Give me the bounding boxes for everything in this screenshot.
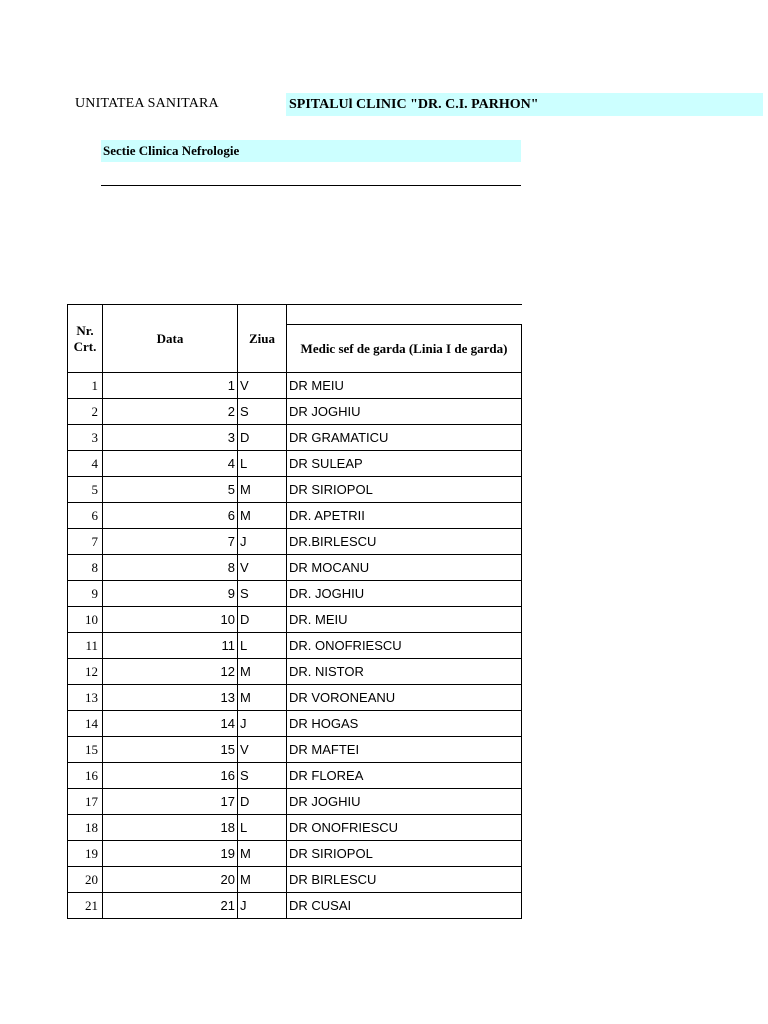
- row-day: D: [238, 789, 287, 815]
- row-date: 4: [103, 451, 238, 477]
- row-number: 17: [68, 789, 103, 815]
- row-doctor: DR. JOGHIU: [287, 581, 522, 607]
- duty-roster-table: [67, 304, 522, 919]
- row-doctor: DR GRAMATICU: [287, 425, 522, 451]
- row-doctor: DR JOGHIU: [287, 399, 522, 425]
- row-date: 6: [103, 503, 238, 529]
- row-day: S: [238, 763, 287, 789]
- row-number: 5: [68, 477, 103, 503]
- row-number: 13: [68, 685, 103, 711]
- row-date: 1: [103, 373, 238, 399]
- row-number: 21: [68, 893, 103, 919]
- row-date: 9: [103, 581, 238, 607]
- row-number: 8: [68, 555, 103, 581]
- row-day: S: [238, 581, 287, 607]
- row-day: M: [238, 477, 287, 503]
- row-day: M: [238, 867, 287, 893]
- row-date: 16: [103, 763, 238, 789]
- row-number: 14: [68, 711, 103, 737]
- hospital-name: SPITALUl CLINIC "DR. C.I. PARHON": [286, 93, 763, 116]
- row-day: D: [238, 425, 287, 451]
- row-date: 2: [103, 399, 238, 425]
- unit-label: UNITATEA SANITARA: [75, 96, 219, 111]
- table-row: [68, 841, 522, 867]
- table-row: [68, 659, 522, 685]
- table-row: [68, 451, 522, 477]
- row-day: M: [238, 659, 287, 685]
- table-row: [68, 581, 522, 607]
- header-medic: Medic sef de garda (Linia I de garda): [287, 325, 522, 373]
- row-number: 1: [68, 373, 103, 399]
- row-doctor: DR FLOREA: [287, 763, 522, 789]
- table-row: [68, 503, 522, 529]
- row-doctor: DR VORONEANU: [287, 685, 522, 711]
- row-number: 16: [68, 763, 103, 789]
- row-date: 14: [103, 711, 238, 737]
- table-row: [68, 893, 522, 919]
- table-row: [68, 633, 522, 659]
- row-date: 18: [103, 815, 238, 841]
- row-day: L: [238, 451, 287, 477]
- row-doctor: DR. MEIU: [287, 607, 522, 633]
- row-number: 2: [68, 399, 103, 425]
- row-doctor: DR. NISTOR: [287, 659, 522, 685]
- row-day: S: [238, 399, 287, 425]
- row-number: 7: [68, 529, 103, 555]
- row-date: 10: [103, 607, 238, 633]
- table-row: [68, 477, 522, 503]
- row-day: J: [238, 893, 287, 919]
- row-day: J: [238, 711, 287, 737]
- row-day: D: [238, 607, 287, 633]
- row-date: 13: [103, 685, 238, 711]
- row-date: 17: [103, 789, 238, 815]
- row-number: 12: [68, 659, 103, 685]
- row-number: 11: [68, 633, 103, 659]
- row-doctor: DR SIRIOPOL: [287, 477, 522, 503]
- row-date: 7: [103, 529, 238, 555]
- header-ziua: Ziua: [238, 305, 287, 373]
- row-number: 15: [68, 737, 103, 763]
- row-number: 3: [68, 425, 103, 451]
- row-number: 4: [68, 451, 103, 477]
- row-day: M: [238, 503, 287, 529]
- row-doctor: DR.BIRLESCU: [287, 529, 522, 555]
- table-row: [68, 789, 522, 815]
- table-row: [68, 425, 522, 451]
- table-row: [68, 685, 522, 711]
- row-number: 20: [68, 867, 103, 893]
- row-doctor: DR MOCANU: [287, 555, 522, 581]
- row-day: M: [238, 841, 287, 867]
- row-date: 5: [103, 477, 238, 503]
- row-day: L: [238, 815, 287, 841]
- table-row: [68, 607, 522, 633]
- row-doctor: DR ONOFRIESCU: [287, 815, 522, 841]
- table-row: [68, 815, 522, 841]
- row-doctor: DR JOGHIU: [287, 789, 522, 815]
- row-day: M: [238, 685, 287, 711]
- table-row: [68, 763, 522, 789]
- row-doctor: DR HOGAS: [287, 711, 522, 737]
- roster-body: [68, 373, 522, 919]
- table-row: [68, 399, 522, 425]
- row-doctor: DR CUSAI: [287, 893, 522, 919]
- header-blank-cell: [287, 305, 522, 325]
- row-doctor: DR SIRIOPOL: [287, 841, 522, 867]
- row-date: 8: [103, 555, 238, 581]
- row-doctor: DR. ONOFRIESCU: [287, 633, 522, 659]
- row-date: 3: [103, 425, 238, 451]
- row-day: V: [238, 555, 287, 581]
- row-date: 20: [103, 867, 238, 893]
- row-doctor: DR. APETRII: [287, 503, 522, 529]
- row-number: 10: [68, 607, 103, 633]
- row-doctor: DR SULEAP: [287, 451, 522, 477]
- row-date: 19: [103, 841, 238, 867]
- row-doctor: DR MEIU: [287, 373, 522, 399]
- row-day: V: [238, 737, 287, 763]
- row-number: 6: [68, 503, 103, 529]
- row-doctor: DR MAFTEI: [287, 737, 522, 763]
- row-day: V: [238, 373, 287, 399]
- header-data: Data: [103, 305, 238, 373]
- table-row: [68, 555, 522, 581]
- row-number: 18: [68, 815, 103, 841]
- row-date: 11: [103, 633, 238, 659]
- table-row: [68, 711, 522, 737]
- row-number: 19: [68, 841, 103, 867]
- row-date: 21: [103, 893, 238, 919]
- table-row: [68, 737, 522, 763]
- row-day: J: [238, 529, 287, 555]
- row-date: 15: [103, 737, 238, 763]
- divider-line: [101, 185, 521, 186]
- row-number: 9: [68, 581, 103, 607]
- section-name: Sectie Clinica Nefrologie: [101, 140, 521, 162]
- table-row: [68, 867, 522, 893]
- header-nr: Nr. Crt.: [68, 305, 103, 373]
- row-day: L: [238, 633, 287, 659]
- row-doctor: DR BIRLESCU: [287, 867, 522, 893]
- row-date: 12: [103, 659, 238, 685]
- table-row: [68, 529, 522, 555]
- table-row: [68, 373, 522, 399]
